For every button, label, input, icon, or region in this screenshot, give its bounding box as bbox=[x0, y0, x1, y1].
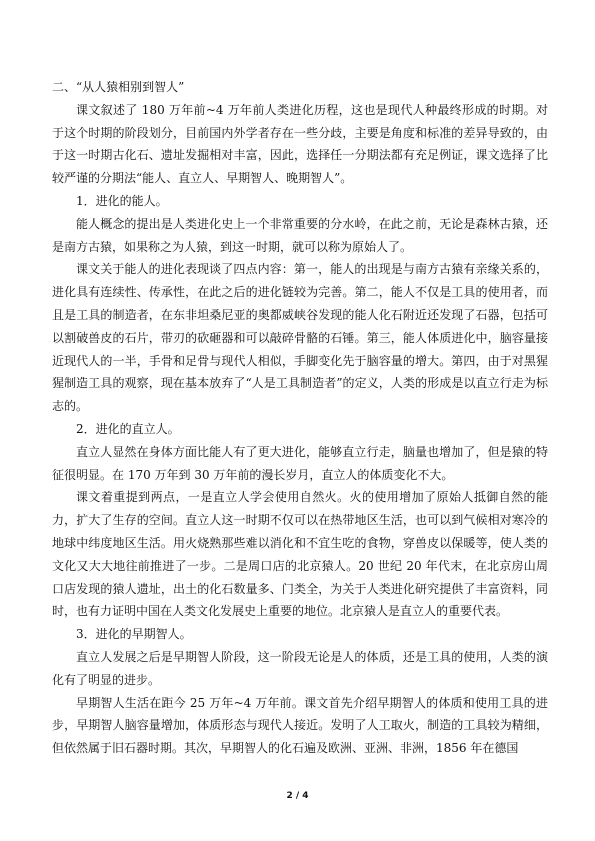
paragraph-habilis-evolution: 课文关于能人的进化表现谈了四点内容：第一，能人的出现是与南方古猿有亲缘关系的，进化具有连续性、传承性，在此之后的进化链较为完善。第二，能人不仅是工具的使用者，而且是工具的制造者，在东非坦桑尼亚的奥都威峡谷发现的能人化石附近还发现了石器，包括可以割破兽皮的石片，带刃的砍砸器和可以敲碎骨骼的石锤。第三，能人体质进化中，脑容量接近现代人的一半，手骨和足骨与现代人相似，手脚变化先于脑容量的增大。第四，由于对黑猩猩制造工具的观察，现在基本放弃了“人是工具制造者”的定义，人类的形成是以直立行走为标志的。 bbox=[52, 262, 548, 414]
subheading-homo-erectus: 2．进化的直立人。 bbox=[76, 421, 180, 436]
paragraph-erectus-body: 直立人显然在身体方面比能人有了更大进化，能够直立行走，脑量也增加了，但是猿的特征很明显。在 170 万年到 30 万年前的漫长岁月，直立人的体质变化不大。 bbox=[52, 444, 548, 482]
paragraph-intro: 课文叙述了 180 万年前~4 万年前人类进化历程，这也是现代人种最终形成的时期。对于这个时期的阶段划分，目前国内外学者存在一些分歧，主要是角度和标准的差异导致的，由于这一时期古化石、遗址发掘相对丰富，因此，选择任一分期法都有充足例证，课文选择了比较严谨的分期法“能人、直立人、早期智人、晚期智人”。 bbox=[52, 102, 548, 186]
paragraph-habilis-concept: 能人概念的提出是人类进化史上一个非常重要的分水岭，在此之前，无论是森林古猿，还是南方古猿，如果称之为人猿，到这一时期，就可以称为原始人了。 bbox=[52, 216, 548, 254]
subheading-early-sapiens: 3．进化的早期智人。 bbox=[76, 627, 192, 642]
page-number: 2 / 4 bbox=[286, 791, 309, 801]
paragraph-early-sapiens-intro: 直立人发展之后是早期智人阶段，这一阶段无论是人的体质，还是工具的使用，人类的演化有了明显的进步。 bbox=[52, 649, 548, 687]
section-heading: 二、“从人猿相别到智人” bbox=[52, 80, 185, 94]
paragraph-erectus-fire: 课文着重提到两点，一是直立人学会使用自然火。火的使用增加了原始人抵御自然的能力，扩大了生存的空间。直立人这一时期不仅可以在热带地区生活，也可以到气候相对寒冷的地球中纬度地区生活。用火烧熟那些难以消化和不宜生吃的食物，穿兽皮以保暖等，使人类的文化又大大地往前推进了一步。二是周口店的北京猿人。20 世纪 20 年代末，在北京房山周口店发现的猿人遗址，出土的化石数量多、门类全，为关于人类进化研究提供了丰富资料，同时，也有力证明中国在人类文化发展史上重要的地位。北京猿人是直立人的重要代表。 bbox=[52, 490, 548, 619]
document-body bbox=[52, 76, 548, 760]
subheading-homo-habilis: 1．进化的能人。 bbox=[76, 193, 168, 208]
paragraph-early-sapiens-detail: 早期智人生活在距今 25 万年~4 万年前。课文首先介绍早期智人的体质和使用工具的进步，早期智人脑容量增加，体质形态与现代人接近。发明了人工取火，制造的工具较为精细，但依然属于旧石器时期。其次，早期智人的化石遍及欧洲、亚洲、非洲，1856 年在德国 bbox=[52, 695, 548, 756]
